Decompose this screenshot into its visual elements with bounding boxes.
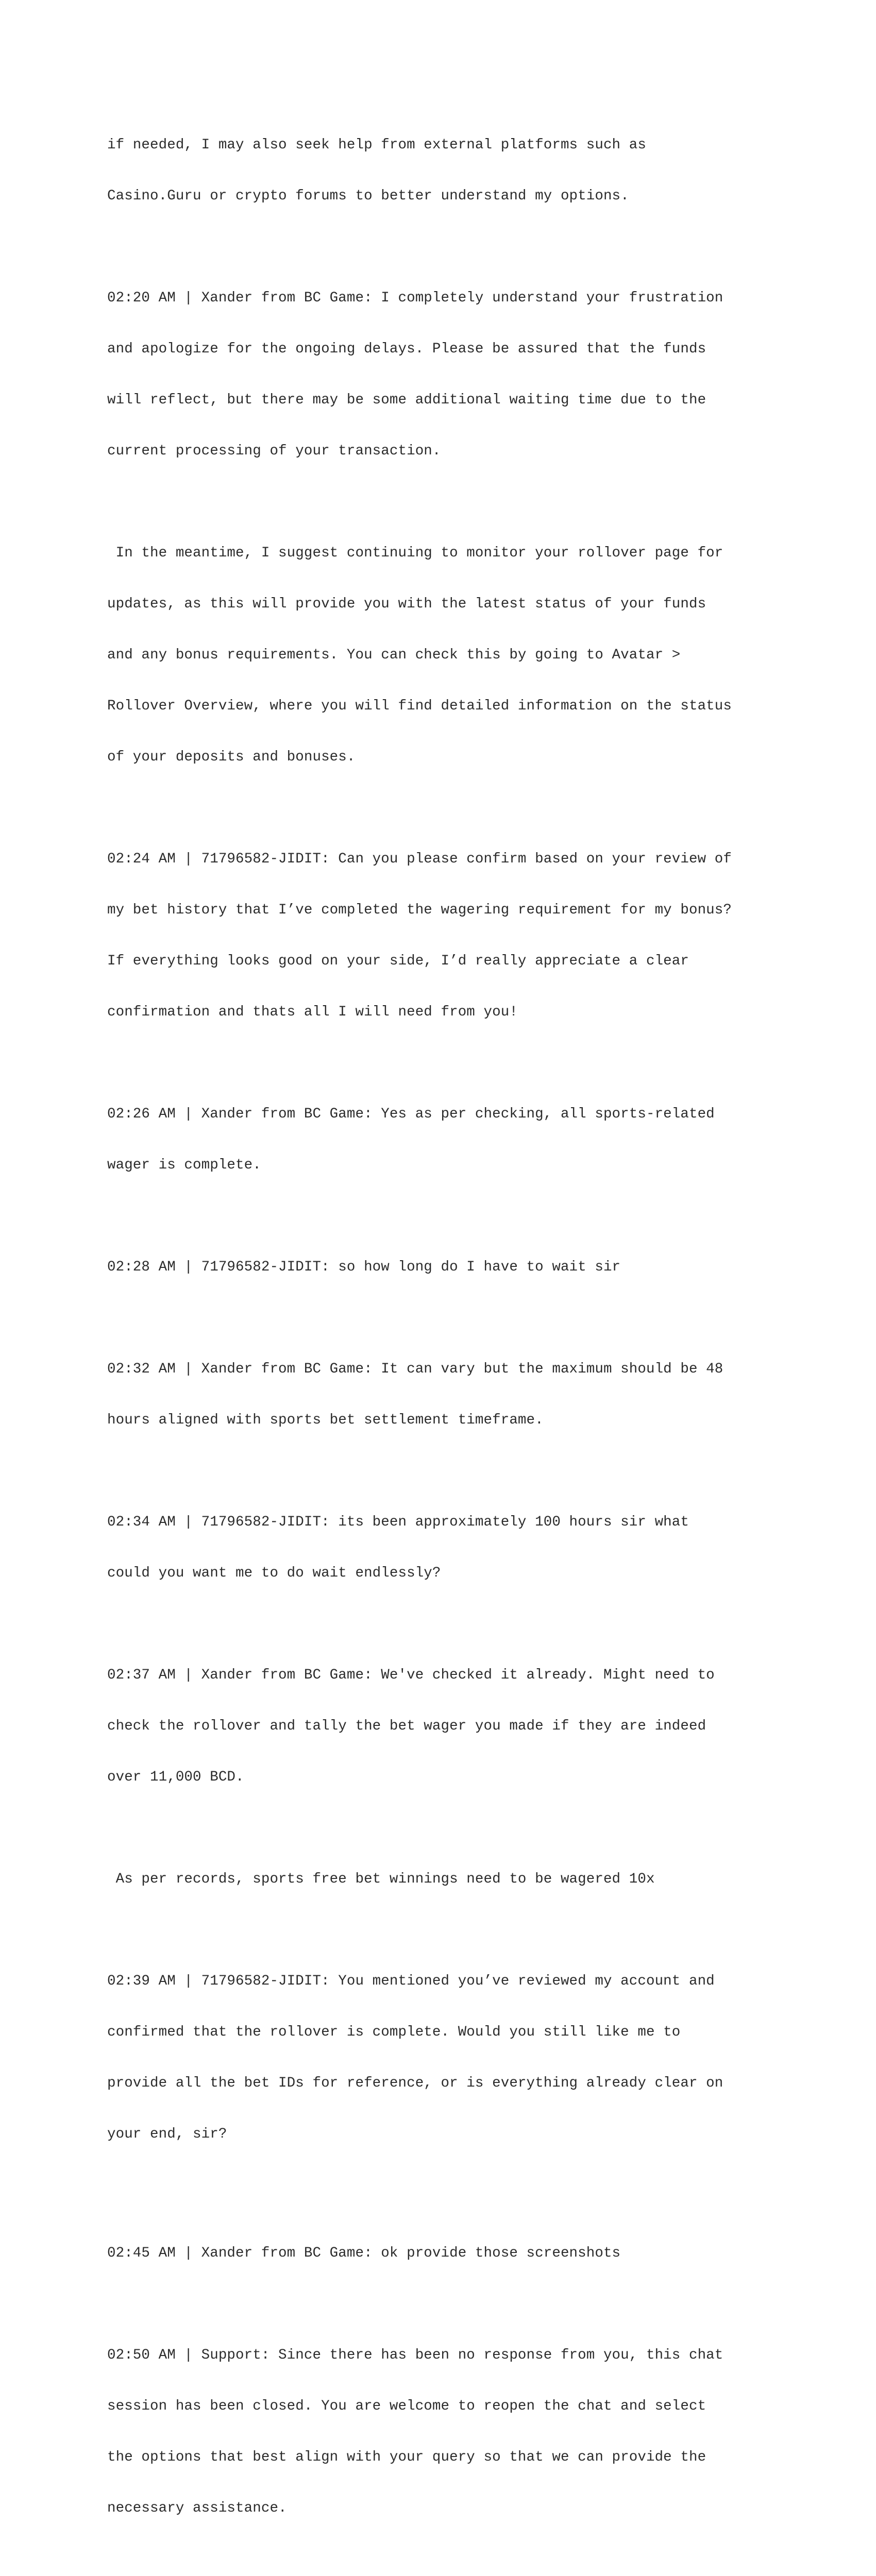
transcript-line: and apologize for the ongoing delays. Please be assured that the funds (107, 341, 706, 357)
transcript-line: if needed, I may also seek help from external platforms such as (107, 137, 646, 153)
transcript-line: and any bonus requirements. You can check this by going to Avatar > (107, 647, 681, 663)
transcript-line: session has been closed. You are welcome to reopen the chat and select (107, 2398, 706, 2414)
transcript-line: over 11,000 BCD. (107, 1769, 244, 1785)
transcript-line: 02:50 AM | Support: Since there has been no response from you, this chat (107, 2347, 723, 2363)
transcript-line: 02:24 AM | 71796582-JIDIT: Can you please confirm based on your review of (107, 851, 732, 867)
transcript-line: 02:45 AM | Xander from BC Game: ok provide those screenshots (107, 2245, 621, 2261)
transcript-line: of your deposits and bonuses. (107, 749, 356, 765)
transcript-line: provide all the bet IDs for reference, or is everything already clear on (107, 2075, 723, 2091)
transcript-message-0239 (107, 1939, 777, 2177)
transcript-line: 02:20 AM | Xander from BC Game: I completely understand your frustration (107, 290, 723, 306)
transcript-line: will reflect, but there may be some additional waiting time due to the (107, 392, 706, 408)
transcript-line: hours aligned with sports bet settlement timeframe. (107, 1412, 544, 1428)
transcript-line: wager is complete. (107, 1157, 261, 1173)
transcript-line: 02:32 AM | Xander from BC Game: It can vary but the maximum should be 48 (107, 1361, 723, 1377)
transcript-message-0245 (107, 2211, 777, 2296)
transcript-message-0228 (107, 1225, 777, 1310)
transcript-message-0250 (107, 2313, 777, 2551)
transcript-line: the options that best align with your query so that we can provide the (107, 2449, 706, 2465)
transcript-line: If everything looks good on your side, I’d really appreciate a clear (107, 953, 689, 969)
chat-transcript-page (107, 103, 777, 2576)
transcript-line: 02:26 AM | Xander from BC Game: Yes as per checking, all sports-related (107, 1106, 715, 1122)
transcript-line: Rollover Overview, where you will find detailed information on the status (107, 698, 732, 714)
transcript-line: confirmed that the rollover is complete. Would you still like me to (107, 2024, 681, 2040)
transcript-line: As per records, sports free bet winnings need to be wagered 10x (107, 1871, 655, 1887)
transcript-line: 02:37 AM | Xander from BC Game: We've checked it already. Might need to (107, 1667, 715, 1683)
transcript-line: check the rollover and tally the bet wager you made if they are indeed (107, 1718, 706, 1734)
transcript-message-0252 (107, 2568, 777, 2576)
transcript-line: confirmation and thats all I will need from you! (107, 1004, 518, 1020)
transcript-line: updates, as this will provide you with the latest status of your funds (107, 596, 706, 612)
transcript-message-0237-continued (107, 1837, 777, 1922)
transcript-message-0234 (107, 1480, 777, 1616)
transcript-message-0226 (107, 1072, 777, 1208)
transcript-line: necessary assistance. (107, 2500, 287, 2516)
transcript-message-0237 (107, 1633, 777, 1820)
transcript-message-0224 (107, 817, 777, 1055)
transcript-message-0232 (107, 1327, 777, 1463)
transcript-message-0220 (107, 256, 777, 494)
transcript-line: your end, sir? (107, 2126, 227, 2142)
transcript-line: 02:34 AM | 71796582-JIDIT: its been approximately 100 hours sir what (107, 1514, 689, 1530)
transcript-line: In the meantime, I suggest continuing to monitor your rollover page for (107, 545, 723, 561)
transcript-line: could you want me to do wait endlessly? (107, 1565, 441, 1581)
transcript-line: 02:28 AM | 71796582-JIDIT: so how long do I have to wait sir (107, 1259, 621, 1275)
transcript-line: 02:39 AM | 71796582-JIDIT: You mentioned you’ve reviewed my account and (107, 1973, 715, 1989)
transcript-line: current processing of your transaction. (107, 443, 441, 459)
transcript-line: Casino.Guru or crypto forums to better understand my options. (107, 188, 629, 204)
transcript-line: my bet history that I’ve completed the wagering requirement for my bonus? (107, 902, 732, 918)
transcript-message-0220-continued (107, 511, 777, 800)
transcript-paragraph-intro (107, 103, 777, 239)
